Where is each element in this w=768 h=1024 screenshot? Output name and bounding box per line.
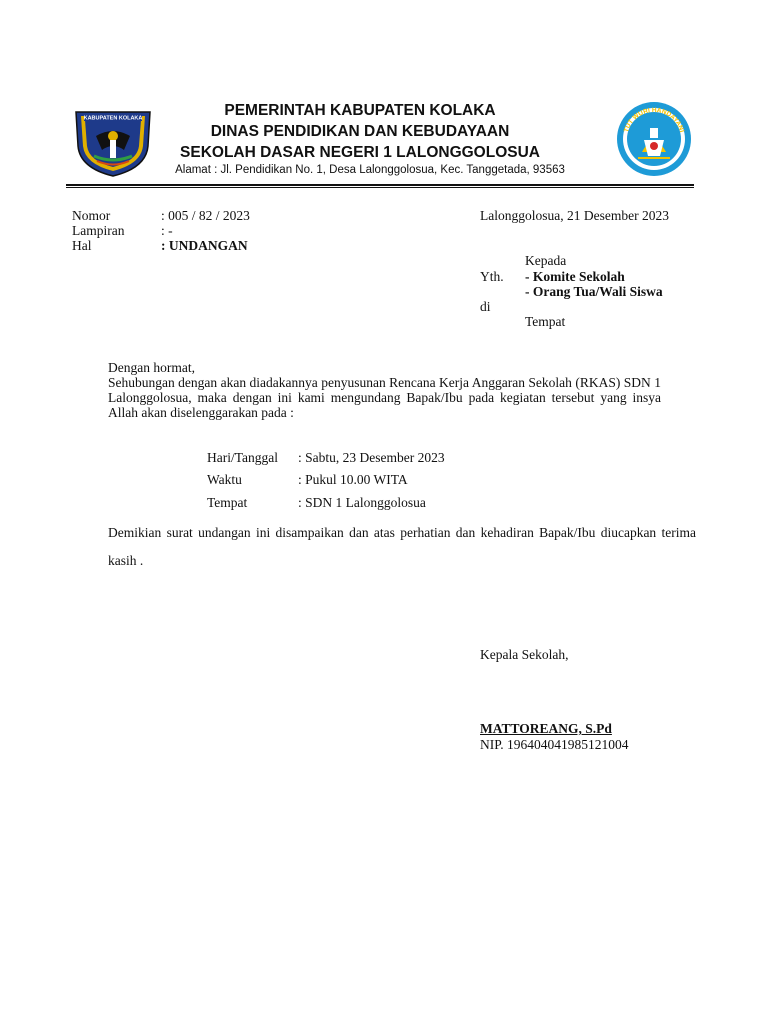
detail-value-date: : Sabtu, 23 Desember 2023 xyxy=(298,450,445,465)
detail-label-date: Hari/Tanggal xyxy=(207,450,279,465)
detail-label-place: Tempat xyxy=(207,495,248,510)
header-divider-thin xyxy=(66,187,694,188)
greeting: Dengan hormat, xyxy=(108,360,195,375)
tut-wuri-handayani-logo xyxy=(614,100,694,178)
closing-paragraph: Demikian surat undangan ini disampaikan dan atas perhatian dan kehadiran Bapak/Ibu diucapkan terima kasih . xyxy=(108,525,696,568)
svg-text:KABUPATEN KOLAKA: KABUPATEN KOLAKA xyxy=(83,115,143,122)
body-paragraph: Sehubungan dengan akan diadakannya penyusunan Rencana Kerja Anggaran Sekolah (RKAS) SDN 1 Lalonggolosua, maka dengan ini kami mengundang Bapak/Ibu pada kegiatan tersebut yang insya Allah akan diselenggarakan pada : xyxy=(108,375,661,420)
hal-value: : UNDANGAN xyxy=(161,238,248,253)
lampiran-value: : - xyxy=(161,223,173,238)
header-address: Alamat : Jl. Pendidikan No. 1, Desa Lalonggolosua, Kec. Tanggetada, 93563 xyxy=(175,164,565,176)
signature-nip: NIP. 196404041985121004 xyxy=(480,737,629,752)
header-divider-thick xyxy=(66,184,694,186)
hal-label: Hal xyxy=(72,238,92,253)
header-government: PEMERINTAH KABUPATEN KOLAKA xyxy=(224,102,496,119)
recipient-yth: Yth. xyxy=(480,269,504,284)
nomor-label: Nomor xyxy=(72,208,111,223)
detail-label-time: Waktu xyxy=(207,472,242,487)
signature-name: MATTOREANG, S.Pd xyxy=(480,721,612,736)
detail-value-place: : SDN 1 Lalonggolosua xyxy=(298,495,426,510)
recipient-kepada: Kepada xyxy=(525,253,567,268)
place-date: Lalonggolosua, 21 Desember 2023 xyxy=(480,208,669,223)
recipient-di: di xyxy=(480,299,491,314)
detail-value-time: : Pukul 10.00 WITA xyxy=(298,472,408,487)
recipient-orang-tua: - Orang Tua/Wali Siswa xyxy=(525,284,663,299)
header-school: SEKOLAH DASAR NEGERI 1 LALONGGOLOSUA xyxy=(180,144,540,161)
lampiran-label: Lampiran xyxy=(72,223,125,238)
recipient-tempat: Tempat xyxy=(525,314,566,329)
nomor-value: : 005 / 82 / 2023 xyxy=(161,208,250,223)
signature-title: Kepala Sekolah, xyxy=(480,647,569,662)
recipient-komite: - Komite Sekolah xyxy=(525,269,625,284)
svg-text:TUT WURI HANDAYANI: TUT WURI HANDAYANI xyxy=(622,106,686,134)
header-department: DINAS PENDIDIKAN DAN KEBUDAYAAN xyxy=(210,123,510,140)
